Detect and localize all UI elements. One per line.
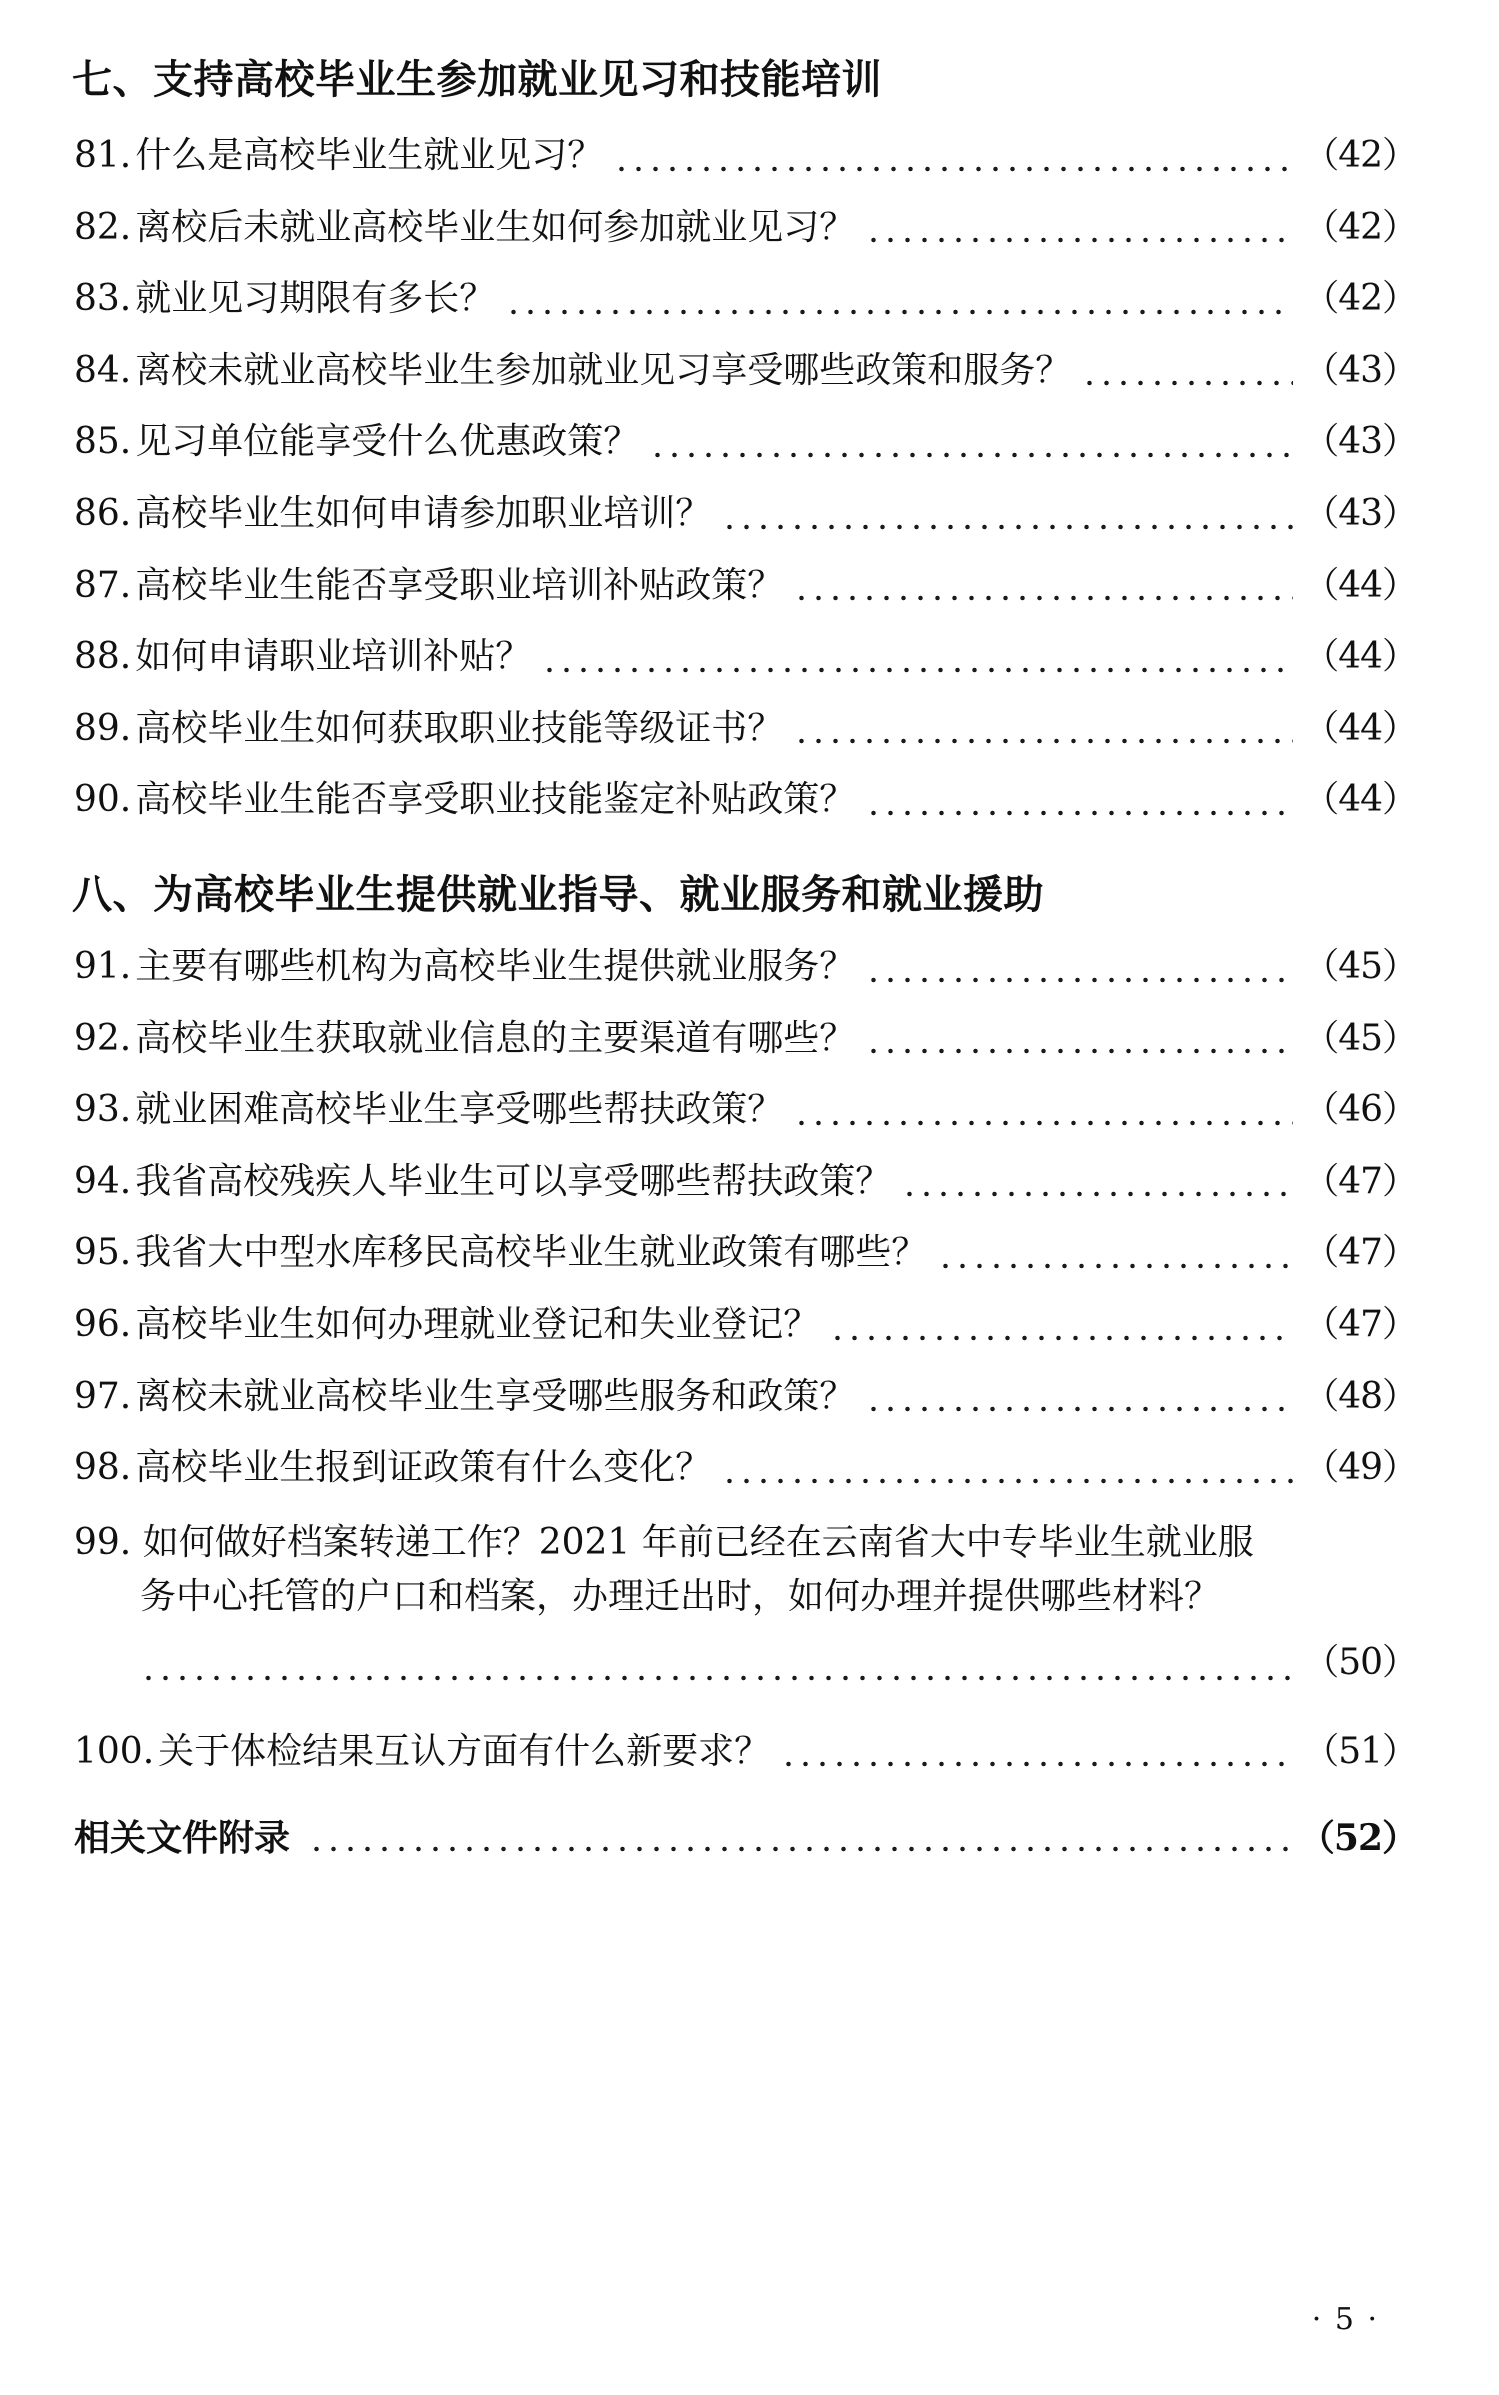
entry-title: 见习单位能享受什么优惠政策？ bbox=[135, 421, 640, 463]
entry-number: 89. bbox=[74, 707, 132, 749]
entry-title: 关于体检结果互认方面有什么新要求？ bbox=[158, 1730, 771, 1772]
entry-title: 高校毕业生报到证政策有什么变化？ bbox=[135, 1447, 712, 1489]
entry-page-number: （47） bbox=[1303, 1232, 1417, 1274]
entry-page-number: （44） bbox=[1303, 707, 1417, 749]
entry-page-number: （51） bbox=[1303, 1730, 1417, 1772]
dot-leader bbox=[865, 1048, 1293, 1054]
entry-number: 88. bbox=[74, 636, 132, 678]
dot-leader bbox=[613, 166, 1293, 172]
entry-number: 95. bbox=[74, 1232, 132, 1274]
page-folio: · 5 · bbox=[1311, 2302, 1379, 2337]
entry-title: 就业困难高校毕业生享受哪些帮扶政策？ bbox=[135, 1089, 784, 1131]
dot-leader bbox=[865, 810, 1293, 816]
toc-entry[interactable] bbox=[52, 1373, 1417, 1422]
entry-line-2: 务中心托管的户口和档案，办理迁出时，如何办理并提供哪些材料？ bbox=[140, 1575, 1221, 1617]
entry-page-number: （43） bbox=[1303, 349, 1417, 391]
entry-title-part-1: 如何做好档案转递工作？2021 年前已经在云南省大中专毕业生就业服 bbox=[142, 1521, 1254, 1563]
dot-leader bbox=[649, 452, 1293, 458]
dot-leader bbox=[901, 1191, 1293, 1197]
section-heading-8: 八、为高校毕业生提供就业指导、就业服务和就业援助 bbox=[72, 870, 1044, 918]
toc-entry[interactable] bbox=[52, 204, 1417, 253]
entry-number: 96. bbox=[74, 1303, 132, 1345]
toc-entry[interactable] bbox=[52, 776, 1417, 825]
entry-page-number: （44） bbox=[1303, 779, 1417, 821]
toc-entry[interactable] bbox=[52, 1728, 1417, 1777]
entry-page-number: （45） bbox=[1303, 1017, 1417, 1059]
entry-page-number: （42） bbox=[1303, 278, 1417, 320]
dot-leader bbox=[780, 1761, 1293, 1767]
entry-page-number: （44） bbox=[1303, 564, 1417, 606]
entry-title: 高校毕业生如何办理就业登记和失业登记？ bbox=[135, 1303, 820, 1345]
dot-leader bbox=[865, 1406, 1293, 1412]
toc-entry[interactable] bbox=[52, 1015, 1417, 1064]
entry-page-number: （45） bbox=[1303, 945, 1417, 987]
entry-number: 99. bbox=[74, 1521, 132, 1563]
dot-leader bbox=[793, 738, 1293, 744]
dot-leader bbox=[505, 309, 1293, 315]
dot-leader bbox=[721, 1478, 1293, 1484]
appendix-label: 相关文件附录 bbox=[74, 1817, 291, 1860]
entry-number: 86. bbox=[74, 492, 132, 534]
dot-leader bbox=[793, 595, 1293, 601]
dot-leader bbox=[140, 1675, 1295, 1681]
entry-number: 83. bbox=[74, 278, 132, 320]
entry-number: 87. bbox=[74, 564, 132, 606]
entry-page-number: （47） bbox=[1303, 1303, 1417, 1345]
entry-line-1 bbox=[74, 1516, 1417, 1570]
entry-line-3 bbox=[74, 1636, 1417, 1690]
entry-page-number: （46） bbox=[1303, 1089, 1417, 1131]
entry-title: 我省大中型水库移民高校毕业生就业政策有哪些？ bbox=[135, 1232, 928, 1274]
toc-entry-multiline[interactable] bbox=[52, 1516, 1417, 1690]
entry-number: 98. bbox=[74, 1447, 132, 1489]
entry-page-number: （47） bbox=[1303, 1160, 1417, 1202]
entry-number: 94. bbox=[74, 1160, 132, 1202]
entry-number: 84. bbox=[74, 349, 132, 391]
toc-entry[interactable] bbox=[52, 1301, 1417, 1350]
entry-number: 85. bbox=[74, 421, 132, 463]
entry-title: 高校毕业生获取就业信息的主要渠道有哪些？ bbox=[135, 1017, 856, 1059]
entry-title: 主要有哪些机构为高校毕业生提供就业服务？ bbox=[135, 945, 856, 987]
entry-page-number: （42） bbox=[1303, 206, 1417, 248]
toc-entry[interactable] bbox=[52, 347, 1417, 396]
entry-page-number: （50） bbox=[1303, 1641, 1417, 1683]
dot-leader bbox=[865, 237, 1293, 243]
entry-number: 92. bbox=[74, 1017, 132, 1059]
toc-entry[interactable] bbox=[52, 705, 1417, 754]
toc-entry[interactable] bbox=[52, 418, 1417, 467]
entry-title: 什么是高校毕业生就业见习？ bbox=[135, 135, 604, 176]
entry-title: 高校毕业生能否享受职业培训补贴政策？ bbox=[135, 564, 784, 606]
entry-title: 离校后未就业高校毕业生如何参加就业见习？ bbox=[135, 206, 856, 248]
toc-entry[interactable] bbox=[52, 132, 1417, 181]
toc-entry[interactable] bbox=[52, 1229, 1417, 1278]
dot-leader bbox=[829, 1335, 1293, 1341]
entry-page-number: （43） bbox=[1303, 421, 1417, 463]
toc-entry[interactable] bbox=[52, 633, 1417, 682]
entry-title: 就业见习期限有多长？ bbox=[135, 278, 496, 320]
entry-title: 我省高校残疾人毕业生可以享受哪些帮扶政策？ bbox=[135, 1160, 892, 1202]
entry-number: 90. bbox=[74, 779, 132, 821]
entry-number: 97. bbox=[74, 1375, 132, 1417]
entry-number: 100. bbox=[74, 1730, 155, 1772]
entry-number: 93. bbox=[74, 1089, 132, 1131]
toc-entry[interactable] bbox=[52, 943, 1417, 992]
spacer bbox=[52, 1696, 1417, 1704]
appendix-page-number: （52） bbox=[1298, 1817, 1417, 1860]
appendix-entry[interactable] bbox=[52, 1810, 1417, 1861]
dot-leader bbox=[865, 977, 1293, 983]
entry-page-number: （48） bbox=[1303, 1375, 1417, 1417]
entry-title: 高校毕业生如何获取职业技能等级证书？ bbox=[135, 707, 784, 749]
dot-leader bbox=[937, 1263, 1293, 1269]
entry-page-number: （49） bbox=[1303, 1447, 1417, 1489]
dot-leader bbox=[541, 667, 1293, 673]
toc-entry[interactable] bbox=[52, 562, 1417, 611]
dot-leader bbox=[721, 524, 1293, 530]
entry-number: 82. bbox=[74, 206, 132, 248]
entry-title: 高校毕业生能否享受职业技能鉴定补贴政策？ bbox=[135, 779, 856, 821]
entry-page-number: （44） bbox=[1303, 636, 1417, 678]
entry-title: 高校毕业生如何申请参加职业培训？ bbox=[135, 492, 712, 534]
entry-number: 91. bbox=[74, 945, 132, 987]
entry-title: 离校未就业高校毕业生参加就业见习享受哪些政策和服务？ bbox=[135, 349, 1072, 391]
entry-title: 如何申请职业培训补贴？ bbox=[135, 636, 532, 678]
toc-entry[interactable] bbox=[52, 490, 1417, 539]
entry-page-number: （43） bbox=[1303, 492, 1417, 534]
entry-page-number: （42） bbox=[1303, 135, 1417, 176]
toc-entry[interactable] bbox=[52, 1158, 1417, 1207]
entry-title: 离校未就业高校毕业生享受哪些服务和政策？ bbox=[135, 1375, 856, 1417]
toc-entry[interactable] bbox=[52, 1086, 1417, 1135]
dot-leader bbox=[793, 1120, 1293, 1126]
toc-entry[interactable] bbox=[52, 275, 1417, 324]
dot-leader bbox=[1081, 380, 1293, 386]
section-heading-7: 七、支持高校毕业生参加就业见习和技能培训 bbox=[72, 56, 882, 103]
dot-leader bbox=[308, 1846, 1289, 1852]
toc-entry[interactable] bbox=[52, 1444, 1417, 1493]
entry-number: 81. bbox=[74, 135, 132, 176]
